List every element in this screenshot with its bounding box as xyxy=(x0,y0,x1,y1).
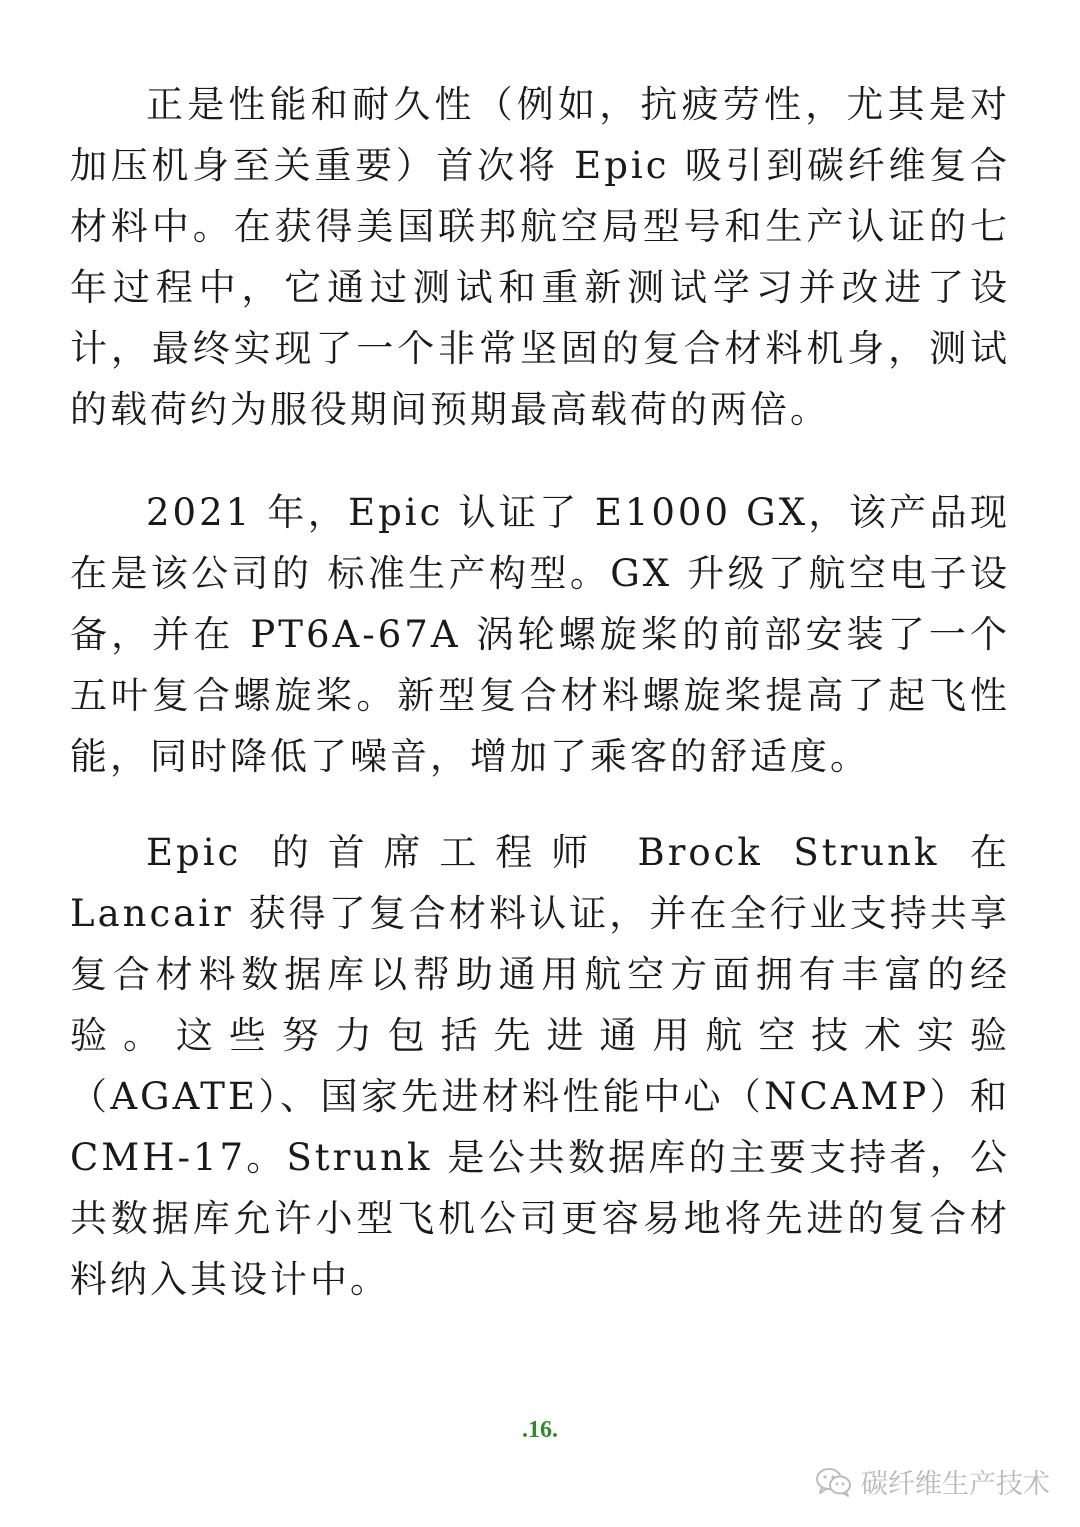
paragraph-e1000-gx: 2021 年，Epic 认证了 E1000 GX，该产品现在是该公司的 标准生产构型。GX 升级了航空电子设备，并在 PT6A-67A 涡轮螺旋桨的前部安装了一个五叶复合螺旋桨。新型复合材料螺旋桨提高了起飞性能，同时降低了噪音，增加了乘客的舒适度。 xyxy=(70,491,1010,778)
paragraph-chief-engineer: Epic 的首席工程师 Brock Strunk 在 Lancair 获得了复合材料认证，并在全行业支持共享复合材料数据库以帮助通用航空方面拥有丰富的经验。这些努力包括先进通用航空技术实验（AGATE）、国家先进材料性能中心（NCAMP）和 CMH-17。Strunk 是公共数据库的主要支持者，公共数据库允许小型飞机公司更容易地将先进的复合材料纳入其设计中。 xyxy=(70,831,1010,1301)
watermark xyxy=(815,1462,1050,1501)
paragraph-performance: 正是性能和耐久性（例如，抗疲劳性，尤其是对加压机身至关重要）首次将 Epic 吸引到碳纤维复合材料中。在获得美国联邦航空局型号和生产认证的七年过程中，它通过测试和重新测试学习并改进了设计，最终实现了一个非常坚固的复合材料机身，测试的载荷约为服役期间预期最高载荷的两倍。 xyxy=(70,83,1010,431)
wechat-icon xyxy=(815,1466,853,1498)
watermark-text: 碳纤维生产技术 xyxy=(861,1469,1050,1500)
page-number: .16. xyxy=(522,1417,558,1443)
